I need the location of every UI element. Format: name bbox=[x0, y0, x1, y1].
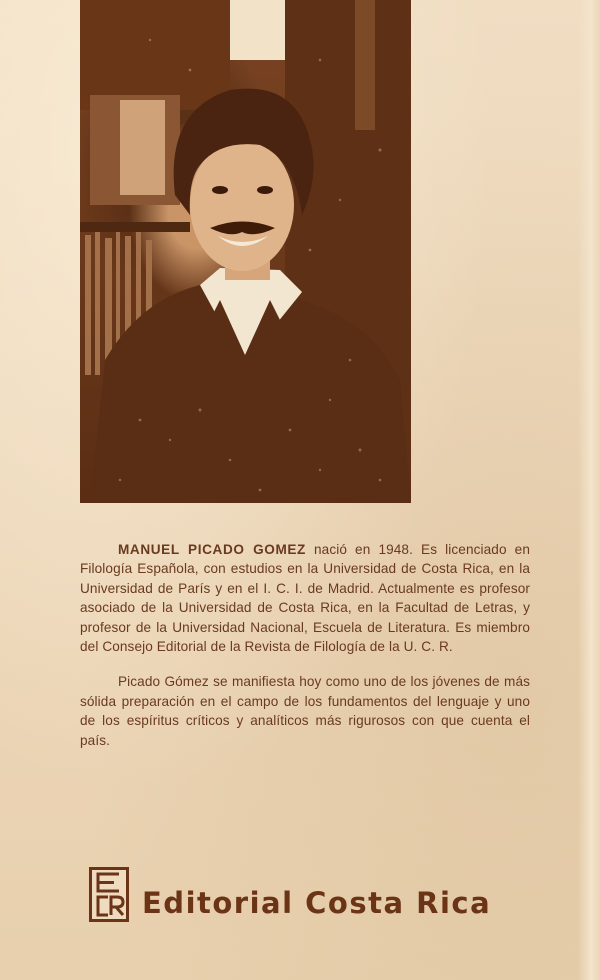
author-name: MANUEL PICADO GOMEZ bbox=[118, 542, 306, 557]
publisher-name: Editorial Costa Rica bbox=[142, 886, 492, 920]
publisher-logo bbox=[89, 867, 129, 922]
bio-paragraph-2: Picado Gómez se manifiesta hoy como uno de los jóvenes de más sólida preparación en el campo de los fundamentos del lenguaje y uno de los espíritus críticos y analíticos más rigurosos con que cuenta el país. bbox=[80, 674, 530, 748]
author-photo bbox=[80, 0, 411, 503]
author-biography bbox=[80, 540, 530, 750]
ecr-logo-icon bbox=[92, 870, 126, 919]
bio-paragraph-1-text: nació en 1948. Es licenciado en Filología Española, con estudios en la Universidad de Costa Rica, en la Universidad de París y en el I. C. I. de Madrid. Actualmente es profesor asociado de la Universidad de Costa Rica, en la Facultad de Letras, y profesor de la Universidad Nacional, Escuela de Literatura. Es miembro del Consejo Editorial de la Revista de Filología de la U. C. R. bbox=[80, 542, 530, 655]
bio-paragraph-1 bbox=[80, 540, 530, 656]
page-edge bbox=[578, 0, 600, 980]
publisher-footer bbox=[89, 867, 529, 927]
author-portrait-illustration bbox=[80, 0, 411, 503]
